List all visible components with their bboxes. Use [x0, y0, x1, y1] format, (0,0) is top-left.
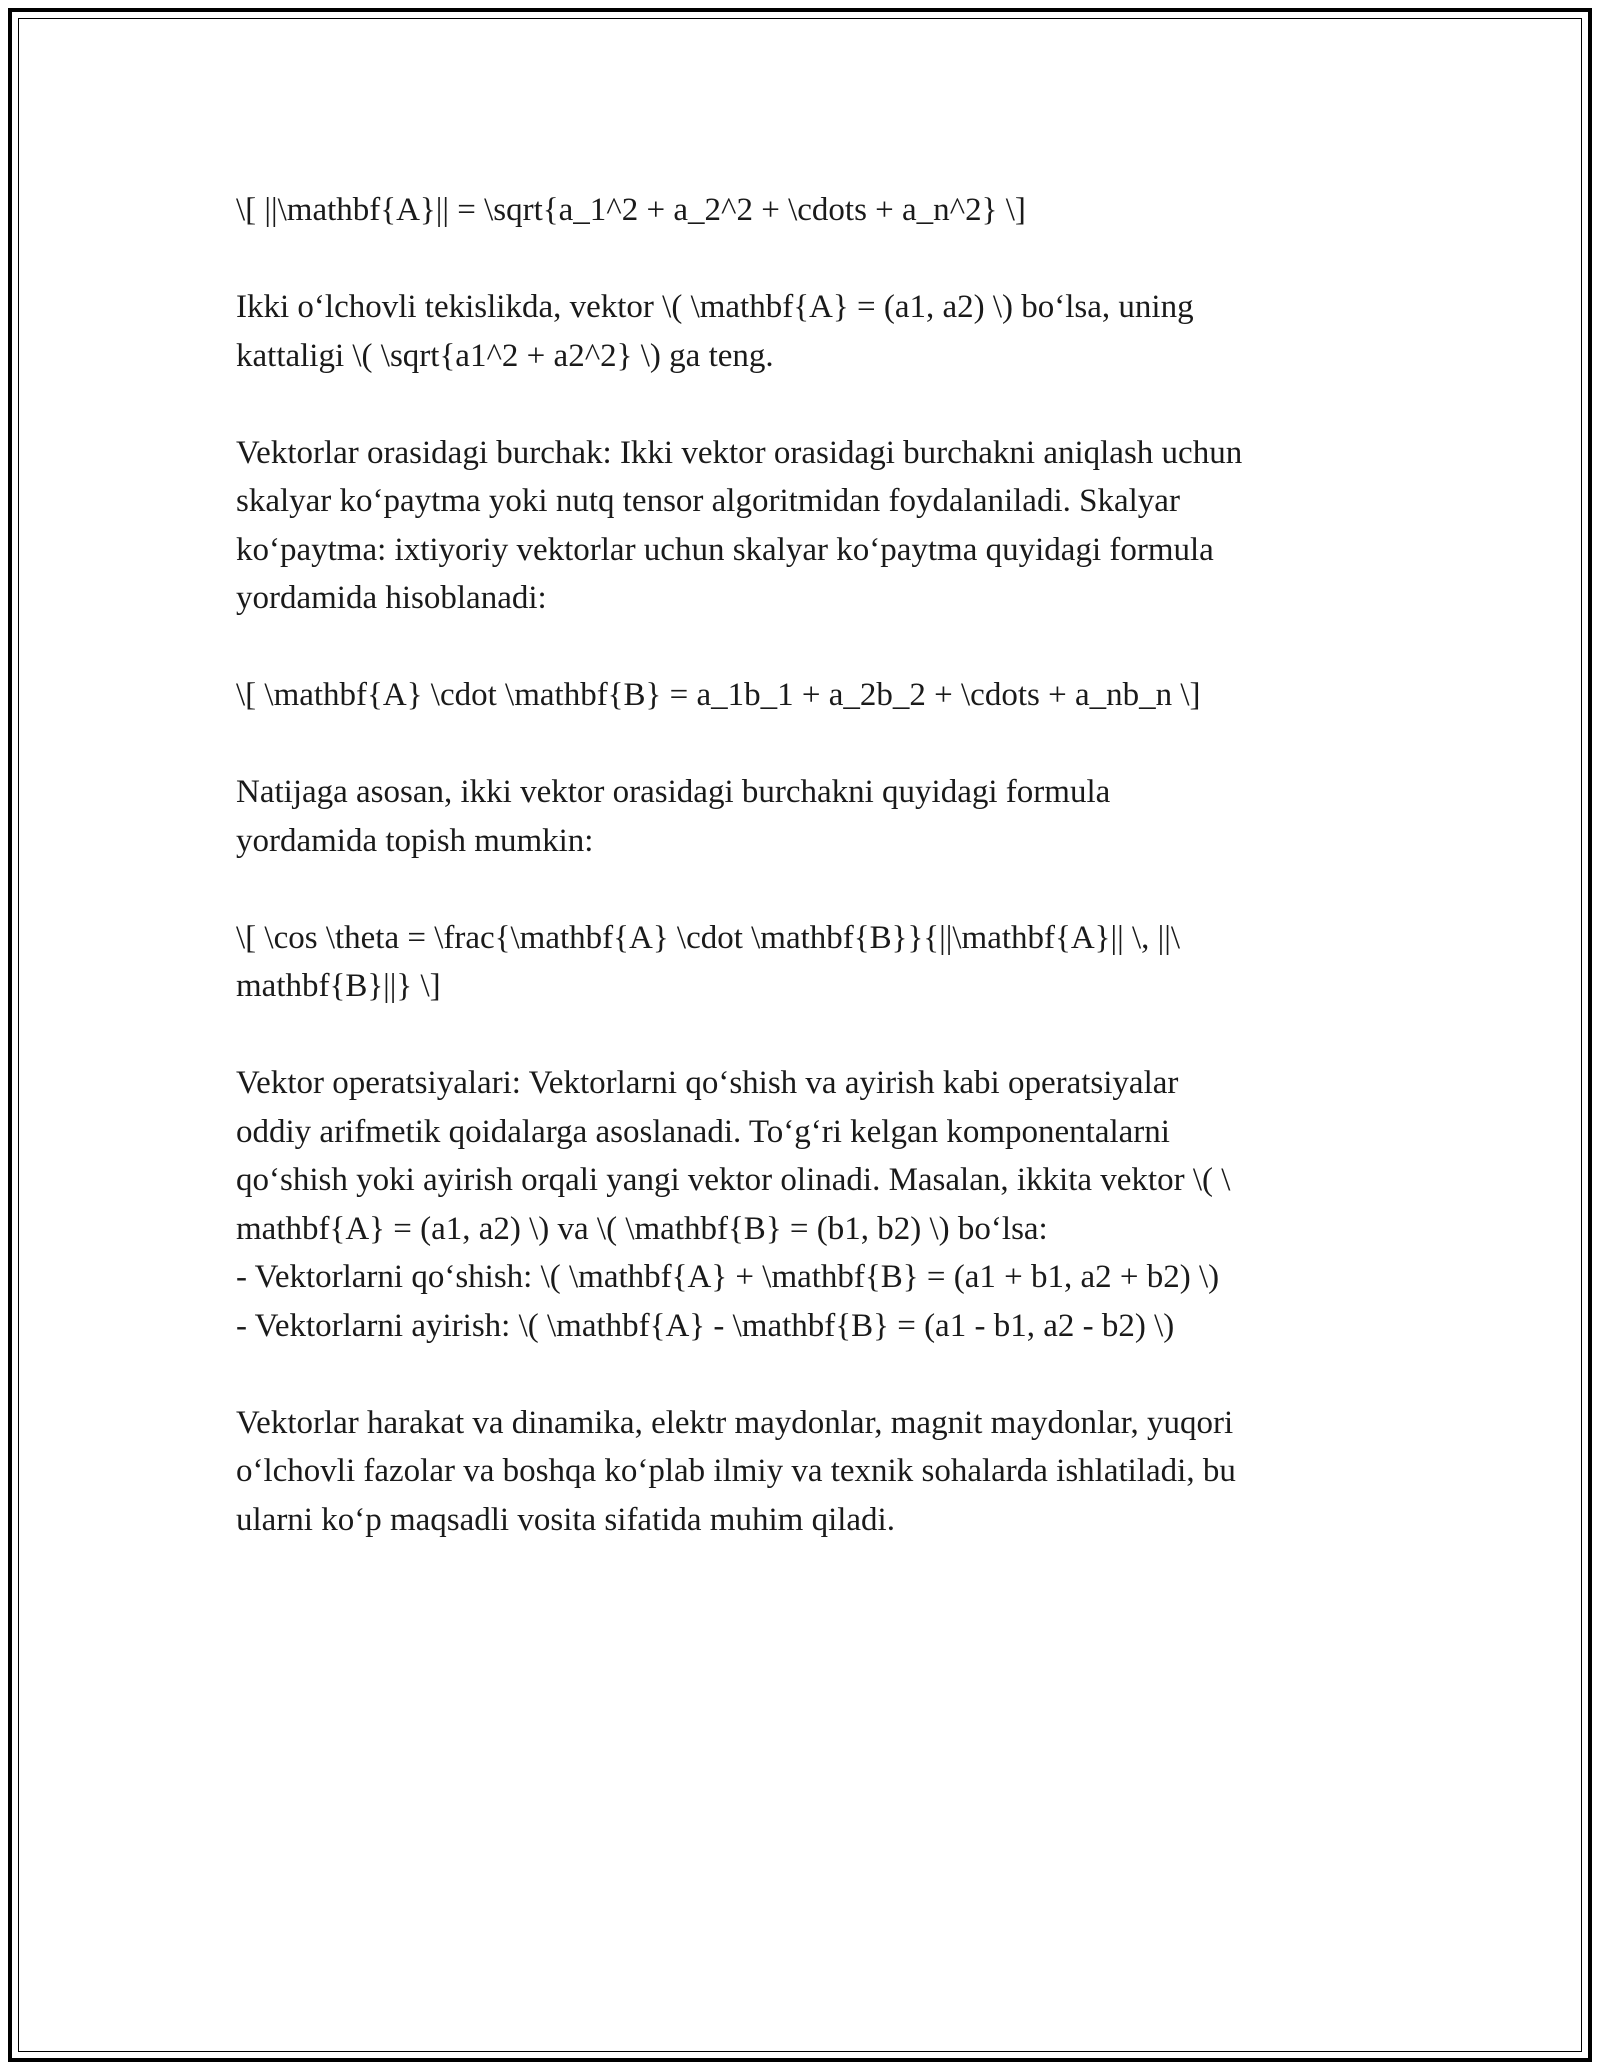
text-line: ko‘paytma: ixtiyoriy vektorlar uchun skalyar ko‘paytma quyidagi formula: [236, 531, 1214, 568]
document-body: [236, 186, 1364, 1593]
text-line: mathbf{A} = (a1, a2) \) va \( \mathbf{B} = (b1, b2) \) bo‘lsa:: [236, 1210, 1048, 1247]
text-line: Vektorlar harakat va dinamika, elektr maydonlar, magnit maydonlar, yuqori: [236, 1404, 1234, 1441]
text-line: - Vektorlarni qo‘shish: \( \mathbf{A} + \mathbf{B} = (a1 + b1, a2 + b2) \): [236, 1259, 1220, 1295]
paragraph-cosine-formula: [236, 914, 1364, 1011]
text-line: \[ \cos \theta = \frac{\mathbf{A} \cdot \mathbf{B}}{||\mathbf{A}|| \, ||\: [236, 919, 1181, 956]
text-line: yordamida topish mumkin:: [236, 822, 594, 859]
text-line: \[ ||\mathbf{A}|| = \sqrt{a_1^2 + a_2^2 + \cdots + a_n^2} \]: [236, 192, 1026, 228]
text-line: Natijaga asosan, ikki vektor orasidagi burchakni quyidagi formula: [236, 774, 1111, 810]
paragraph-angle-result: [236, 768, 1364, 865]
paragraph-vector-operations: [236, 1059, 1364, 1350]
text-line: qo‘shish yoki ayirish orqali yangi vektor olinadi. Masalan, ikkita vektor \( \: [236, 1162, 1231, 1198]
text-line: o‘lchovli fazolar va boshqa ko‘plab ilmiy va texnik sohalarda ishlatiladi, bu: [236, 1453, 1236, 1489]
text-line: kattaligi \( \sqrt{a1^2 + a2^2} \) ga teng.: [236, 337, 774, 374]
text-line: oddiy arifmetik qoidalarga asoslanadi. To‘g‘ri kelgan komponentalarni: [236, 1113, 1170, 1150]
paragraph-vector-magnitude-formula: [236, 186, 1364, 235]
text-line: Ikki o‘lchovli tekislikda, vektor \( \mathbf{A} = (a1, a2) \) bo‘lsa, uning: [236, 289, 1194, 325]
text-line: Vektorlar orasidagi burchak: Ikki vektor orasidagi burchakni aniqlash uchun: [236, 434, 1243, 471]
paragraph-angle-between-vectors: [236, 429, 1364, 623]
paragraph-dot-product-formula: [236, 671, 1364, 720]
text-line: skalyar ko‘paytma yoki nutq tensor algoritmidan foydalaniladi. Skalyar: [236, 483, 1180, 519]
text-line: - Vektorlarni ayirish: \( \mathbf{A} - \mathbf{B} = (a1 - b1, a2 - b2) \): [236, 1307, 1175, 1344]
paragraph-two-dimensional-magnitude: [236, 283, 1364, 380]
paragraph-vector-applications: [236, 1399, 1364, 1545]
text-line: ularni ko‘p maqsadli vosita sifatida muhim qiladi.: [236, 1501, 895, 1538]
text-line: mathbf{B}||} \]: [236, 968, 441, 1004]
text-line: Vektor operatsiyalari: Vektorlarni qo‘shish va ayirish kabi operatsiyalar: [236, 1065, 1179, 1101]
text-line: yordamida hisoblanadi:: [236, 580, 547, 616]
text-line: \[ \mathbf{A} \cdot \mathbf{B} = a_1b_1 + a_2b_2 + \cdots + a_nb_n \]: [236, 677, 1201, 713]
